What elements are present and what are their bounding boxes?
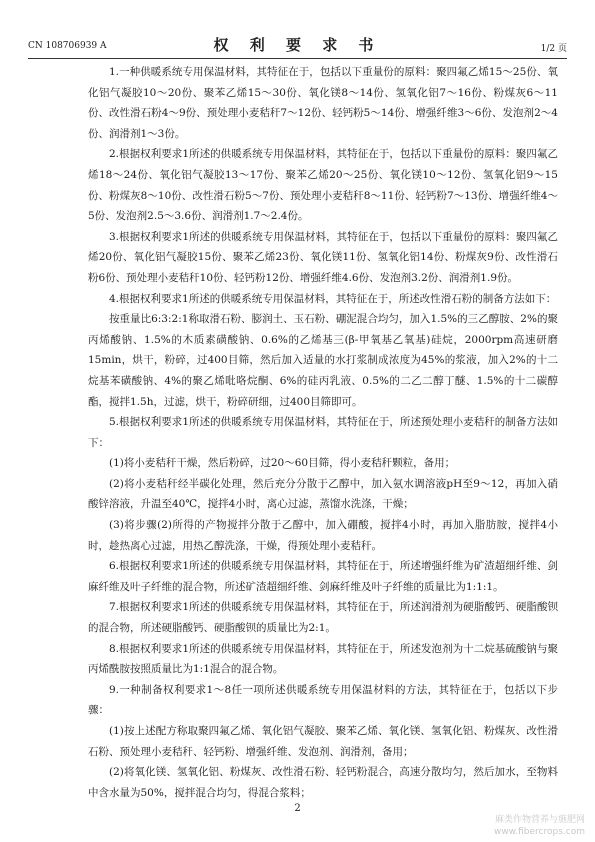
claim-paragraph: (2)将氧化镁、氢氧化铝、粉煤灰、改性滑石粉、轻钙粉混合，高速分散均匀，然后加水，至物料中含水量为50%，搅拌混合均匀，得混合浆料； xyxy=(88,766,558,799)
claim-paragraph: 9.一种制备权利要求1～8任一项所述供暖系统专用保温材料的方法，其特征在于，包括以下步骤： xyxy=(88,683,558,717)
watermark-title: 麻类作物营养与施肥网 xyxy=(494,815,585,825)
claim-paragraph: 按重量比6:3:2:1称取滑石粉、膨润土、玉石粉、硼泥混合均匀，加入1.5%的三乙醇胺、2%的聚丙烯酸钠、1.5%的木质素磺酸钠、0.6%的乙烯基三(β-甲氧基乙氧基)硅烷，2000rpm高速研磨15min，烘干，粉碎，过400目筛，然后加入适量的水打浆制成浓度为45%的浆液，加入2%的十二烷基苯磺酸钠、4%的聚乙烯吡咯烷酮、6%的硅丙乳液、0.5%的二乙二醇丁醚、1.5%的十二碳醇酯，搅拌1.5h，过滤，烘干，粉碎研细，过400目筛即可。 xyxy=(88,313,558,408)
document-title: 权 利 要 求 书 xyxy=(213,36,382,54)
claim-paragraph: 6.根据权利要求1所述的供暖系统专用保温材料，其特征在于，所述增强纤维为矿渣超细纤维、剑麻纤维及叶子纤维的混合物，所述矿渣超细纤维、剑麻纤维及叶子纤维的质量比为1:1:1。 xyxy=(88,560,558,593)
claim-paragraph: (3)将步骤(2)所得的产物搅拌分散于乙醇中，加入硼酸，搅拌4小时，再加入脂肪胺，搅拌4小时，趁热离心过滤，用热乙醇洗涤，干燥，得预处理小麦秸秆。 xyxy=(88,519,558,552)
patent-number: CN 108706939 A xyxy=(28,41,107,51)
page-number: 2 xyxy=(294,803,301,814)
claim-paragraph: 3.根据权利要求1所述的供暖系统专用保温材料，其特征在于，包括以下重量份的原料：聚四氟乙烯20份、氧化铝气凝胶15份、聚苯乙烯23份、氧化镁11份、氢氧化铝14份、粉煤灰9份、改性滑石粉6份、预处理小麦秸秆10份、轻钙粉12份、增强纤维4.6份、发泡剂3.2份、润滑剂1.9份。 xyxy=(88,230,558,284)
claim-paragraph: 1.一种供暖系统专用保温材料，其特征在于，包括以下重量份的原料：聚四氟乙烯15～25份、氧化铝气凝胶10～20份、聚苯乙烯15～30份、氧化镁8～14份、氢氧化铝7～16份、粉煤灰6～11份、改性滑石粉4～9份、预处理小麦秸秆7～12份、轻钙粉5～14份、增强纤维3～6份、发泡剂2～4份、润滑剂1～3份。 xyxy=(88,66,558,140)
claim-paragraph: 5.根据权利要求1所述的供暖系统专用保温材料，其特征在于，所述预处理小麦秸秆的制备方法如下： xyxy=(88,416,558,449)
claim-paragraph: 4.根据权利要求1所述的供暖系统专用保温材料，其特征在于，所述改性滑石粉的制备方法如下： xyxy=(109,292,557,305)
page-header xyxy=(28,34,567,54)
claim-paragraph: (1)按上述配方称取聚四氟乙烯、氧化铝气凝胶、聚苯乙烯、氧化镁、氢氧化铝、粉煤灰、改性滑石粉、预处理小麦秸秆、轻钙粉、增强纤维、发泡剂、润滑剂，备用； xyxy=(88,725,558,758)
claim-paragraph: 8.根据权利要求1所述的供暖系统专用保温材料，其特征在于，所述发泡剂为十二烷基硫酸钠与聚丙烯酰胺按照质量比为1:1混合的混合物。 xyxy=(88,642,558,676)
site-watermark xyxy=(494,814,585,838)
watermark-url: www.fibercrops.com xyxy=(494,827,585,837)
claim-paragraph: 2.根据权利要求1所述的供暖系统专用保温材料，其特征在于，包括以下重量份的原料：聚四氟乙烯18～24份、氧化铝气凝胶13～17份、聚苯乙烯20～25份、氧化镁10～12份、氢氧化铝9～15份、粉煤灰8～10份、改性滑石粉5～7份、预处理小麦秸秆8～11份、轻钙粉7～13份、增强纤维4～5份、发泡剂2.5～3.6份、润滑剂1.7～2.4份。 xyxy=(88,148,558,223)
claims-body xyxy=(88,62,558,803)
claim-paragraph: 7.根据权利要求1所述的供暖系统专用保温材料，其特征在于，所述润滑剂为硬脂酸钙、硬脂酸钡的混合物，所述硬脂酸钙、硬脂酸钡的质量比为2:1。 xyxy=(88,601,558,635)
claim-paragraph: (1)将小麦秸秆干燥，然后粉碎，过20～60目筛，得小麦秸秆颗粒，备用； xyxy=(109,457,456,470)
page-indicator: 1/2 页 xyxy=(540,44,567,54)
claim-paragraph: (2)将小麦秸秆经半碳化处理，然后充分分散于乙醇中，加入氨水调溶液pH至9～12，再加入硝酸锌溶液，升温至40℃，搅拌4小时，离心过滤，蒸馏水洗涤，干燥； xyxy=(88,477,558,511)
header-divider xyxy=(28,58,567,59)
